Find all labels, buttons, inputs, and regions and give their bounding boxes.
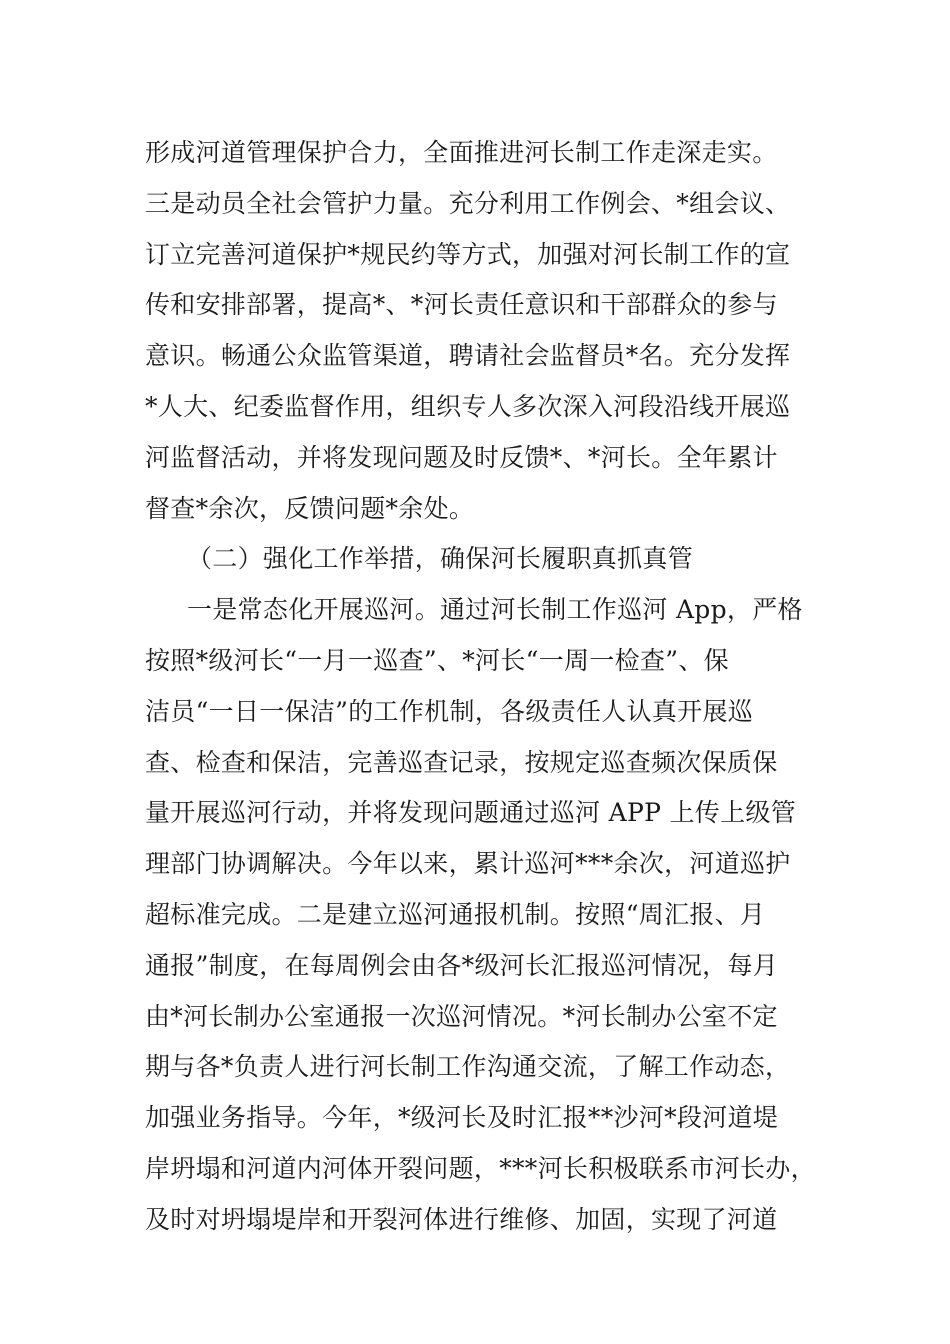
text-line: 量开展巡河行动，并将发现问题通过巡河 APP 上传上级管 bbox=[145, 798, 796, 828]
text-line: 洁员“一日一保洁”的工作机制，各级责任人认真开展巡 bbox=[145, 696, 754, 726]
text-line: *人大、纪委监督作用，组织专人多次深入河段沿线开展巡 bbox=[145, 391, 791, 421]
text-line: 订立完善河道保护*规民约等方式，加强对河长制工作的宣 bbox=[145, 239, 791, 269]
text-line: 及时对坍塌堤岸和开裂河体进行维修、加固，实现了河道 bbox=[145, 1204, 778, 1234]
text-line: 一是常态化开展巡河。通过河长制工作巡河 App，严格 bbox=[187, 595, 803, 625]
text-line: 河监督活动，并将发现问题及时反馈*、*河长。全年累计 bbox=[145, 442, 778, 472]
text-line: 超标准完成。二是建立巡河通报机制。按照“周汇报、月 bbox=[145, 899, 766, 929]
body-text bbox=[145, 128, 825, 1246]
text-line: 岸坍塌和河道内河体开裂问题，***河长积极联系市河长办， bbox=[145, 1153, 816, 1183]
section-heading: （二）强化工作举措，确保河长履职真抓真管 bbox=[187, 544, 694, 574]
text-line: 查、检查和保洁，完善巡查记录，按规定巡查频次保质保 bbox=[145, 747, 778, 777]
text-line: 形成河道管理保护合力，全面推进河长制工作走深走实。 bbox=[145, 138, 778, 167]
text-line: 三是动员全社会管护力量。充分利用工作例会、*组会议、 bbox=[145, 188, 791, 218]
text-line: 加强业务指导。今年，*级河长及时汇报**沙河*段河道堤 bbox=[145, 1103, 779, 1133]
text-line: 理部门协调解决。今年以来，累计巡河***余次，河道巡护 bbox=[145, 849, 791, 879]
text-line: 由*河长制办公室通报一次巡河情况。*河长制办公室不定 bbox=[145, 1001, 778, 1031]
text-line: 按照*级河长“一月一巡查”、*河长“一周一检查”、保 bbox=[145, 645, 729, 675]
text-line: 期与各*负责人进行河长制工作沟通交流，了解工作动态， bbox=[145, 1052, 791, 1082]
text-line: 通报”制度，在每周例会由各*级河长汇报巡河情况，每月 bbox=[145, 950, 779, 980]
text-line: 督查*余次，反馈问题*余处。 bbox=[145, 493, 475, 523]
text-line: 意识。畅通公众监管渠道，聘请社会监督员*名。充分发挥 bbox=[145, 341, 791, 371]
text-line: 传和安排部署，提高*、*河长责任意识和干部群众的参与 bbox=[145, 290, 778, 320]
